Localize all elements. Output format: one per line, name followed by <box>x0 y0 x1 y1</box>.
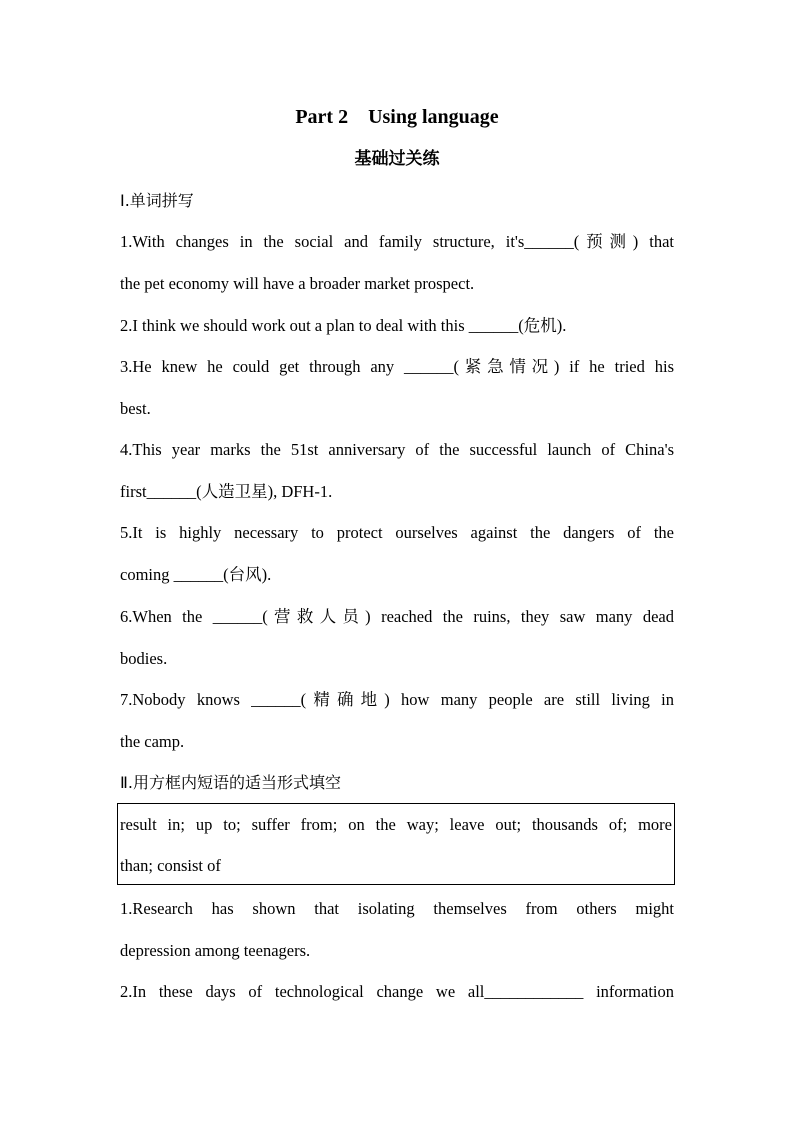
section-1-question-2 <box>120 305 674 347</box>
question-line: 1.Research has shown that isolating themselves from others might <box>120 899 674 918</box>
question-line: the pet economy will have a broader market prospect. <box>120 273 475 293</box>
section-1-heading: Ⅰ.单词拼写 <box>120 191 194 210</box>
question-line: 2.I think we should work out a plan to deal with this ______(危机). <box>120 316 567 335</box>
section-2-heading: Ⅱ.用方框内短语的适当形式填空 <box>120 773 341 792</box>
question-line: 7.Nobody knows ______(精确地) how many people are still living in <box>120 690 674 709</box>
section-2-question-2 <box>120 971 674 1013</box>
question-line: the camp. <box>120 731 185 751</box>
question-line: 4.This year marks the 51st anniversary of the successful launch of China's <box>120 440 674 459</box>
section-1-question-1 <box>120 221 674 304</box>
question-line: depression among teenagers. <box>120 940 311 960</box>
question-line: first______(人造卫星), DFH-1. <box>120 481 333 501</box>
question-line: 5.It is highly necessary to protect ourselves against the dangers of the <box>120 523 674 542</box>
section-1-question-4 <box>120 429 674 512</box>
section-1-question-3 <box>120 346 674 429</box>
question-line: 3.He knew he could get through any ______(紧急情况) if he tried his <box>120 357 674 376</box>
question-line: best. <box>120 398 151 418</box>
question-line: 6.When the ______(营救人员) reached the ruins, they saw many dead <box>120 607 674 626</box>
phrase-box-line: than; consist of <box>120 856 221 875</box>
section-2-question-1 <box>120 888 674 971</box>
page-subtitle: 基础过关练 <box>354 149 440 169</box>
section-1-question-6 <box>120 596 674 679</box>
page-title: Part 2 Using language <box>295 106 499 128</box>
question-line: 1.With changes in the social and family structure, it's______(预测) that <box>120 232 674 251</box>
question-line: coming ______(台风). <box>120 564 272 584</box>
phrase-box <box>117 803 675 885</box>
phrase-box-line: result in; up to; suffer from; on the way; leave out; thousands of; more <box>120 815 672 834</box>
section-1-question-7 <box>120 679 674 762</box>
section-1-question-5 <box>120 512 674 595</box>
question-line: 2.In these days of technological change we all____________ information <box>120 982 674 1001</box>
question-line: bodies. <box>120 648 168 668</box>
